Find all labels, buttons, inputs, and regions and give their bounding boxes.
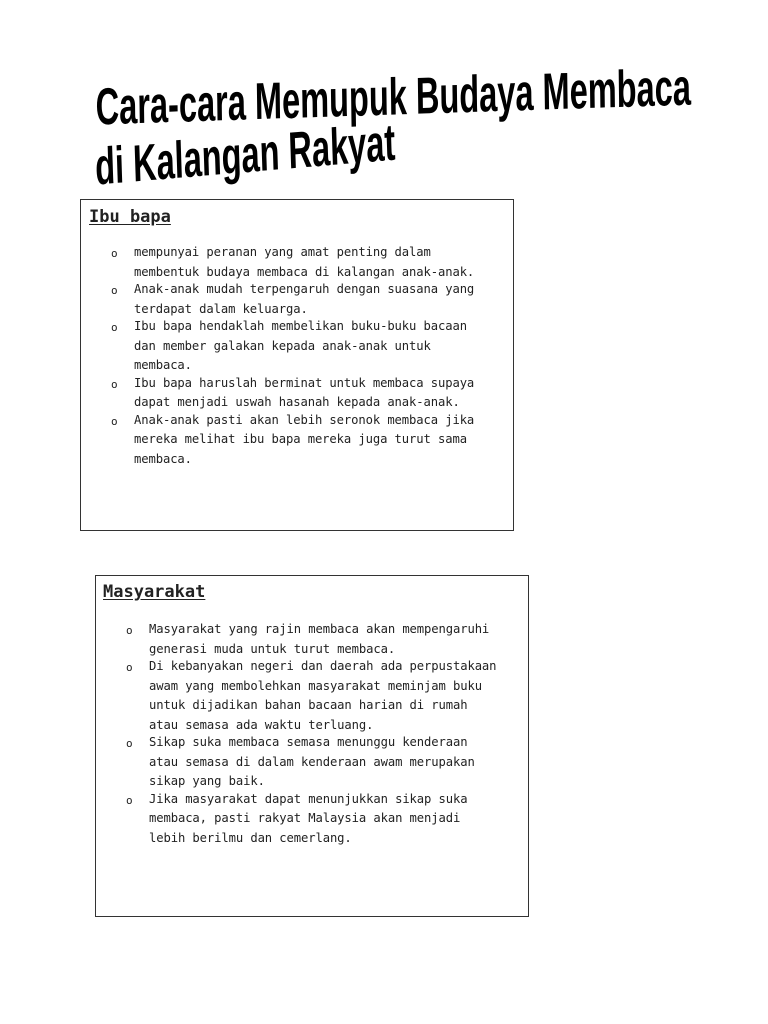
list-item <box>124 790 498 849</box>
list-item-text: Ibu bapa hendaklah membelikan buku-buku bacaan dan member galakan kepada anak-anak untuk membaca. <box>134 319 467 372</box>
bullet-list <box>109 243 479 467</box>
section-heading: Ibu bapa <box>89 207 171 227</box>
bullet-marker-icon: o <box>111 377 118 391</box>
bullet-marker-icon: o <box>126 661 133 674</box>
list-item <box>124 620 498 659</box>
list-item <box>109 411 479 470</box>
bullet-marker-icon: o <box>126 737 133 750</box>
bullet-list <box>124 620 498 846</box>
section-heading: Masyarakat <box>103 582 206 602</box>
list-item-text: Masyarakat yang rajin membaca akan mempengaruhi generasi muda untuk turut membaca. <box>149 622 490 656</box>
document-title <box>94 58 692 197</box>
bullet-marker-icon: o <box>126 624 133 637</box>
bullet-marker-icon: o <box>111 284 118 297</box>
bullet-marker-icon: o <box>111 321 118 334</box>
bullet-marker-icon: o <box>111 247 118 260</box>
list-item-text: Di kebanyakan negeri dan daerah ada perpustakaan awam yang membolehkan masyarakat meminjam buku untuk dijadikan bahan bacaan harian di rumah atau semasa ada waktu terluang. <box>149 659 497 732</box>
title-line-2: di Kalangan Rakyat <box>94 113 397 197</box>
section-box-ibu-bapa <box>80 199 514 531</box>
list-item <box>109 317 479 376</box>
list-item <box>109 374 479 413</box>
list-item-text: Jika masyarakat dapat menunjukkan sikap suka membaca, pasti rakyat Malaysia akan menjadi lebih berilmu dan cemerlang. <box>149 791 468 845</box>
list-item-text: Ibu bapa haruslah berminat untuk membaca supaya dapat menjadi uswah hasanah kepada anak-anak. <box>134 375 475 409</box>
list-item <box>124 733 498 792</box>
bullet-marker-icon: o <box>126 793 133 807</box>
section-box-masyarakat <box>95 575 529 917</box>
list-item <box>109 243 479 282</box>
list-item-text: Anak-anak mudah terpengaruh dengan suasana yang terdapat dalam keluarga. <box>134 282 475 316</box>
title-line-1: Cara-cara Memupuk Budaya Membaca <box>95 58 692 137</box>
list-item <box>109 280 479 319</box>
list-item-text: Anak-anak pasti akan lebih seronok membaca jika mereka melihat ibu bapa mereka juga turut sama membaca. <box>134 412 475 466</box>
list-item-text: Sikap suka membaca semasa menunggu kenderaan atau semasa di dalam kenderaan awam merupakan sikap yang baik. <box>149 735 475 788</box>
bullet-marker-icon: o <box>111 414 118 428</box>
list-item-text: mempunyai peranan yang amat penting dalam membentuk budaya membaca di kalangan anak-anak. <box>134 245 475 279</box>
list-item <box>124 657 498 735</box>
